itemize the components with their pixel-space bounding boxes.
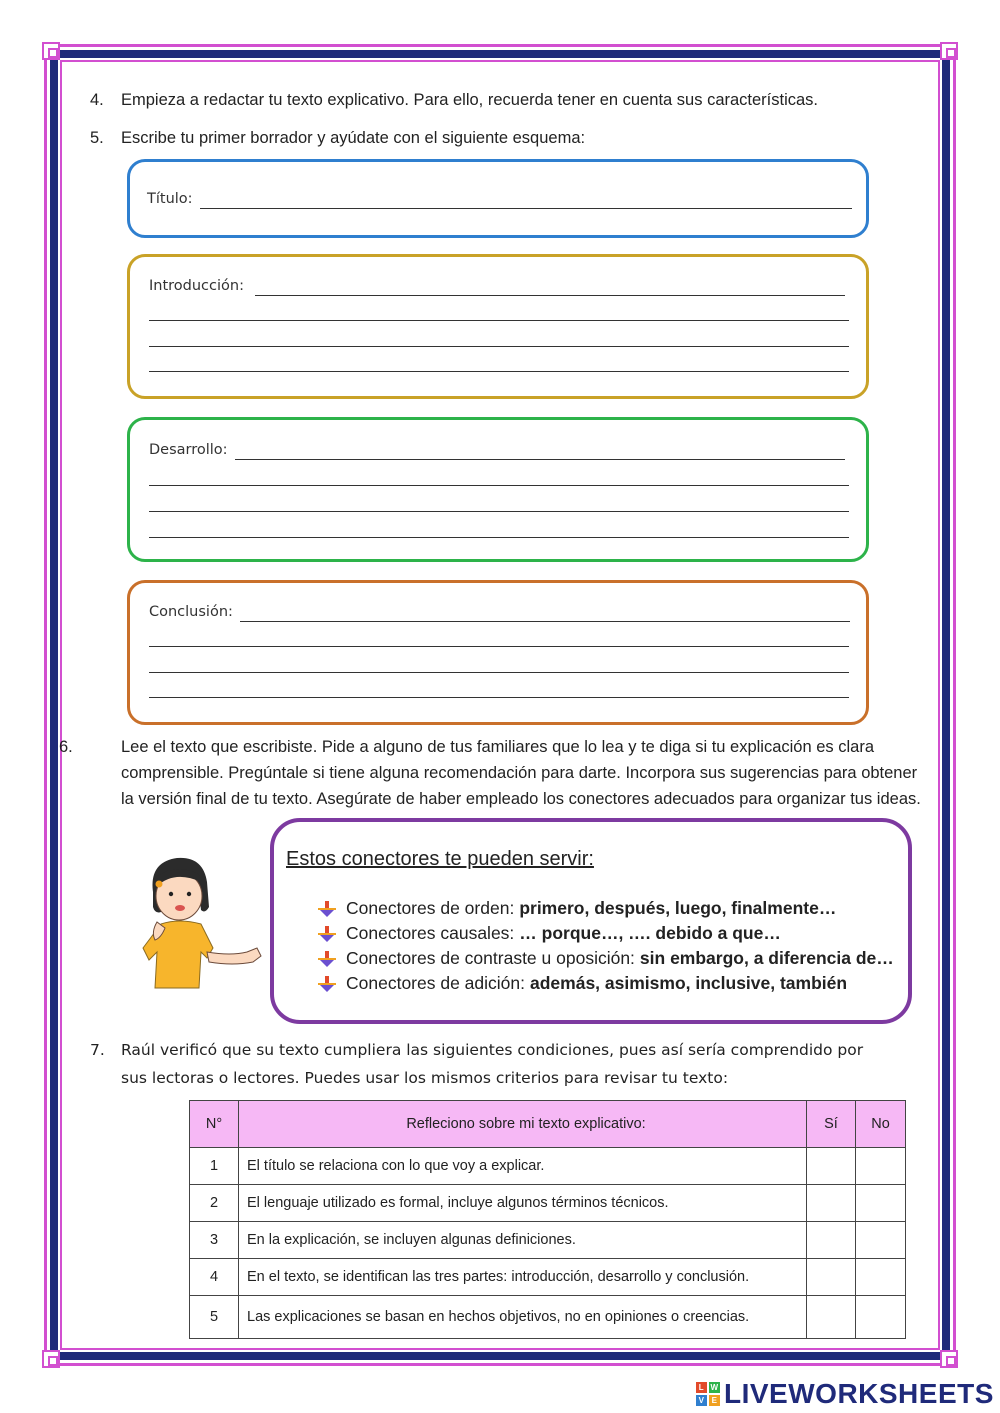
answer-line[interactable]: [149, 697, 849, 698]
connector-label: Conectores causales:: [346, 923, 515, 943]
header-criteria: Refleciono sobre mi texto explicativo:: [239, 1101, 807, 1148]
answer-line[interactable]: [149, 672, 849, 673]
item-number: 5.: [90, 129, 104, 147]
yes-cell[interactable]: [807, 1296, 856, 1339]
instruction-5: [90, 125, 920, 151]
girl-illustration: [135, 852, 265, 992]
arrow-bullet-icon: [316, 950, 338, 968]
instruction-text: Raúl verificó que su texto cumpliera las siguientes condiciones, pues así sería comprendido por: [121, 1041, 864, 1059]
no-cell[interactable]: [856, 1148, 906, 1185]
instruction-text: la versión final de tu texto. Asegúrate de haber empleado los conectores adecuados para organizar tus ideas.: [121, 790, 921, 808]
item-number: 4.: [90, 91, 104, 109]
connector-examples: … porque…, …. debido a que…: [519, 923, 781, 943]
table-row: [190, 1185, 906, 1222]
answer-line[interactable]: [149, 371, 849, 372]
table-row: [190, 1148, 906, 1185]
item-number: 7.: [90, 1041, 105, 1059]
instruction-text: sus lectoras o lectores. Puedes usar los mismos criterios para revisar tu texto:: [121, 1069, 729, 1087]
introduction-label: Introducción:: [149, 278, 244, 294]
corner-ornament: [940, 42, 958, 60]
criteria-table: [189, 1100, 906, 1339]
row-number: 2: [190, 1185, 239, 1222]
connector-examples: además, asimismo, inclusive, también: [530, 973, 848, 993]
title-label: Título:: [147, 191, 193, 207]
connectors-title: Estos conectores te pueden servir:: [286, 848, 594, 870]
table-row: [190, 1222, 906, 1259]
table-header-row: [190, 1101, 906, 1148]
yes-cell[interactable]: [807, 1148, 856, 1185]
answer-line[interactable]: [149, 511, 849, 512]
instruction-text: Escribe tu primer borrador y ayúdate con el siguiente esquema:: [121, 129, 586, 147]
answer-line[interactable]: [149, 346, 849, 347]
development-label: Desarrollo:: [149, 442, 228, 458]
answer-line[interactable]: [149, 646, 849, 647]
conclusion-label: Conclusión:: [149, 604, 233, 620]
answer-line[interactable]: [149, 320, 849, 321]
row-criterion: El lenguaje utilizado es formal, incluye algunos términos técnicos.: [239, 1185, 807, 1222]
connector-examples: sin embargo, a diferencia de…: [639, 948, 894, 968]
header-yes: Sí: [807, 1101, 856, 1148]
yes-cell[interactable]: [807, 1259, 856, 1296]
corner-ornament: [940, 1350, 958, 1368]
item-number: 6.: [59, 738, 73, 756]
instruction-text: Lee el texto que escribiste. Pide a alguno de tus familiares que lo lea y te diga si tu explicación es clara: [121, 738, 875, 756]
connectors-list: [316, 896, 894, 996]
list-item: [316, 971, 894, 996]
arrow-bullet-icon: [316, 925, 338, 943]
row-number: 1: [190, 1148, 239, 1185]
title-box: [127, 159, 869, 238]
answer-line[interactable]: [240, 621, 850, 622]
instruction-text: Empieza a redactar tu texto explicativo. Para ello, recuerda tener en cuenta sus características.: [121, 91, 819, 109]
no-cell[interactable]: [856, 1259, 906, 1296]
row-criterion: El título se relaciona con lo que voy a explicar.: [239, 1148, 807, 1185]
row-number: 3: [190, 1222, 239, 1259]
no-cell[interactable]: [856, 1296, 906, 1339]
development-box: [127, 417, 869, 562]
yes-cell[interactable]: [807, 1185, 856, 1222]
header-number: N°: [190, 1101, 239, 1148]
answer-line[interactable]: [255, 295, 845, 296]
instruction-text: comprensible. Pregúntale si tiene alguna recomendación para darte. Incorpora sus sugerencias para obtener: [121, 764, 918, 782]
corner-ornament: [42, 1350, 60, 1368]
title-answer-line[interactable]: [200, 208, 852, 209]
list-item: [316, 921, 894, 946]
conclusion-box: [127, 580, 869, 725]
answer-line[interactable]: [149, 485, 849, 486]
answer-line[interactable]: [149, 537, 849, 538]
instruction-6: [59, 734, 923, 812]
no-cell[interactable]: [856, 1185, 906, 1222]
list-item: [316, 896, 894, 921]
row-criterion: Las explicaciones se basan en hechos objetivos, no en opiniones o creencias.: [239, 1296, 807, 1339]
yes-cell[interactable]: [807, 1222, 856, 1259]
arrow-bullet-icon: [316, 900, 338, 918]
connector-label: Conectores de orden:: [346, 898, 515, 918]
instruction-4: [90, 87, 920, 113]
arrow-bullet-icon: [316, 975, 338, 993]
row-criterion: En la explicación, se incluyen algunas definiciones.: [239, 1222, 807, 1259]
list-item: [316, 946, 894, 971]
instruction-7: [90, 1036, 910, 1092]
introduction-box: [127, 254, 869, 399]
connector-label: Conectores de adición:: [346, 973, 525, 993]
liveworksheets-logo[interactable]: [696, 1378, 994, 1410]
row-number: 5: [190, 1296, 239, 1339]
no-cell[interactable]: [856, 1222, 906, 1259]
logo-text: LIVEWORKSHEETS: [724, 1378, 994, 1409]
row-criterion: En el texto, se identifican las tres partes: introducción, desarrollo y conclusión.: [239, 1259, 807, 1296]
logo-blocks-icon: L W V E: [696, 1382, 720, 1406]
answer-line[interactable]: [235, 459, 845, 460]
corner-ornament: [42, 42, 60, 60]
table-row: [190, 1296, 906, 1339]
connector-label: Conectores de contraste u oposición:: [346, 948, 635, 968]
row-number: 4: [190, 1259, 239, 1296]
table-row: [190, 1259, 906, 1296]
connector-examples: primero, después, luego, finalmente…: [519, 898, 837, 918]
header-no: No: [856, 1101, 906, 1148]
